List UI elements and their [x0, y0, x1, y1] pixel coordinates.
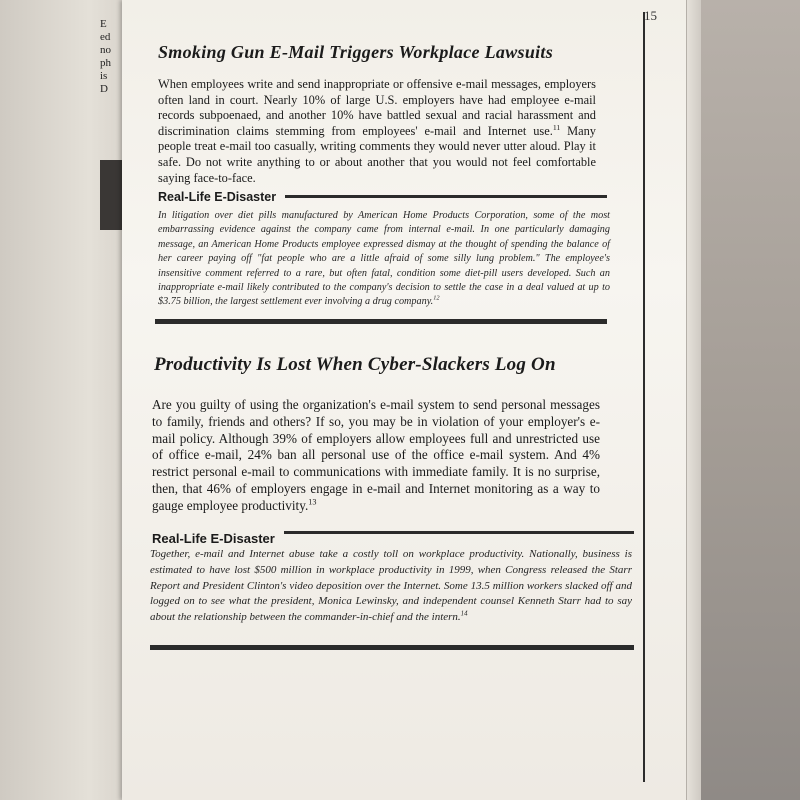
footnote-14: 14 — [460, 610, 468, 618]
disaster-text-2-body: Together, e-mail and Internet abuse take a costly toll on workplace productivity. Nationally, business is estimated to have lost $500 million in workplace productivity in 1999, when Congress released the Starr Report and President Clinton's video deposition over the Internet. Some 13.5 million workers slacked off and logged on to see what the president, Monica Lewinsky, and independent counsel Kenneth Starr had to say about the relationship between the commander-in-chief and the intern. — [150, 548, 632, 624]
section-1-body — [158, 77, 596, 186]
disaster-footer-rule-2 — [150, 645, 634, 650]
disaster-text-1-body: In litigation over diet pills manufactured by American Home Products Corporation, some of the most embarrassing evidence against the company came from internal e-mail. In one particularly damaging message, an American Home Products employee expressed dismay at the thought of spending the balance of her career paying off "fat people who are a little afraid of some silly lung problem." The employee's insensitive comment referred to a rare, but often fatal, condition some diet-pill users developed. Such an inappropriate e-mail likely contributed to the company's decision to settle the case in a deal valued at up to $3.75 billion, the largest settlement ever involving a drug company. — [158, 210, 610, 308]
real-life-e-disaster-label-2: Real-Life E-Disaster — [152, 531, 275, 546]
footnote-11: 11 — [552, 122, 561, 132]
disaster-footer-rule-1 — [155, 319, 607, 324]
disaster-header-rule-1 — [285, 195, 607, 198]
section-2-body-text: Are you guilty of using the organization's e-mail system to send personal messages to family, friends and others? If so, you may be in violation of your employer's e-mail policy. Although 39% of employers allow employees full and unrestricted use of office e-mail, 24% ban all personal use of the office e-mail system. And 4% restrict personal e-mail to communications with immediate family. It is no surprise, then, that 46% of employers engage in e-mail and Internet monitoring as a way to gauge employee productivity. — [152, 397, 600, 513]
disaster-text-1 — [158, 209, 610, 310]
left-page-text-fragment: E ed no ph is D — [100, 18, 111, 95]
page-edge — [686, 0, 701, 800]
page-number: 15 — [644, 8, 657, 23]
left-page — [0, 0, 128, 800]
margin-rule — [643, 12, 645, 782]
real-life-e-disaster-label-1: Real-Life E-Disaster — [158, 190, 277, 204]
footnote-12: 12 — [433, 295, 440, 303]
disaster-header-rule-2 — [284, 531, 634, 534]
disaster-text-2 — [150, 547, 632, 626]
section-1-body-text-cont: Many people treat e-mail too casually, writing comments they would never utter aloud. Play it safe. Do not write anything to or about another that you would not feel comfortable saying face-to-face. — [158, 123, 596, 185]
section-2-title: Productivity Is Lost When Cyber-Slackers Log On — [154, 354, 556, 375]
section-2-body — [152, 397, 600, 515]
left-page-margin-mark — [100, 160, 124, 230]
section-1-title: Smoking Gun E-Mail Triggers Workplace Lawsuits — [158, 42, 554, 62]
footnote-13: 13 — [308, 497, 317, 507]
section-1-body-text: When employees write and send inappropriate or offensive e-mail messages, employers often land in court. Nearly 10% of large U.S. employers have had employee e-mail records subpoenaed, and another 10% have battled sexual and racial harassment and discrimination claims stemming from employees' e-mail and Internet use. — [158, 77, 596, 138]
